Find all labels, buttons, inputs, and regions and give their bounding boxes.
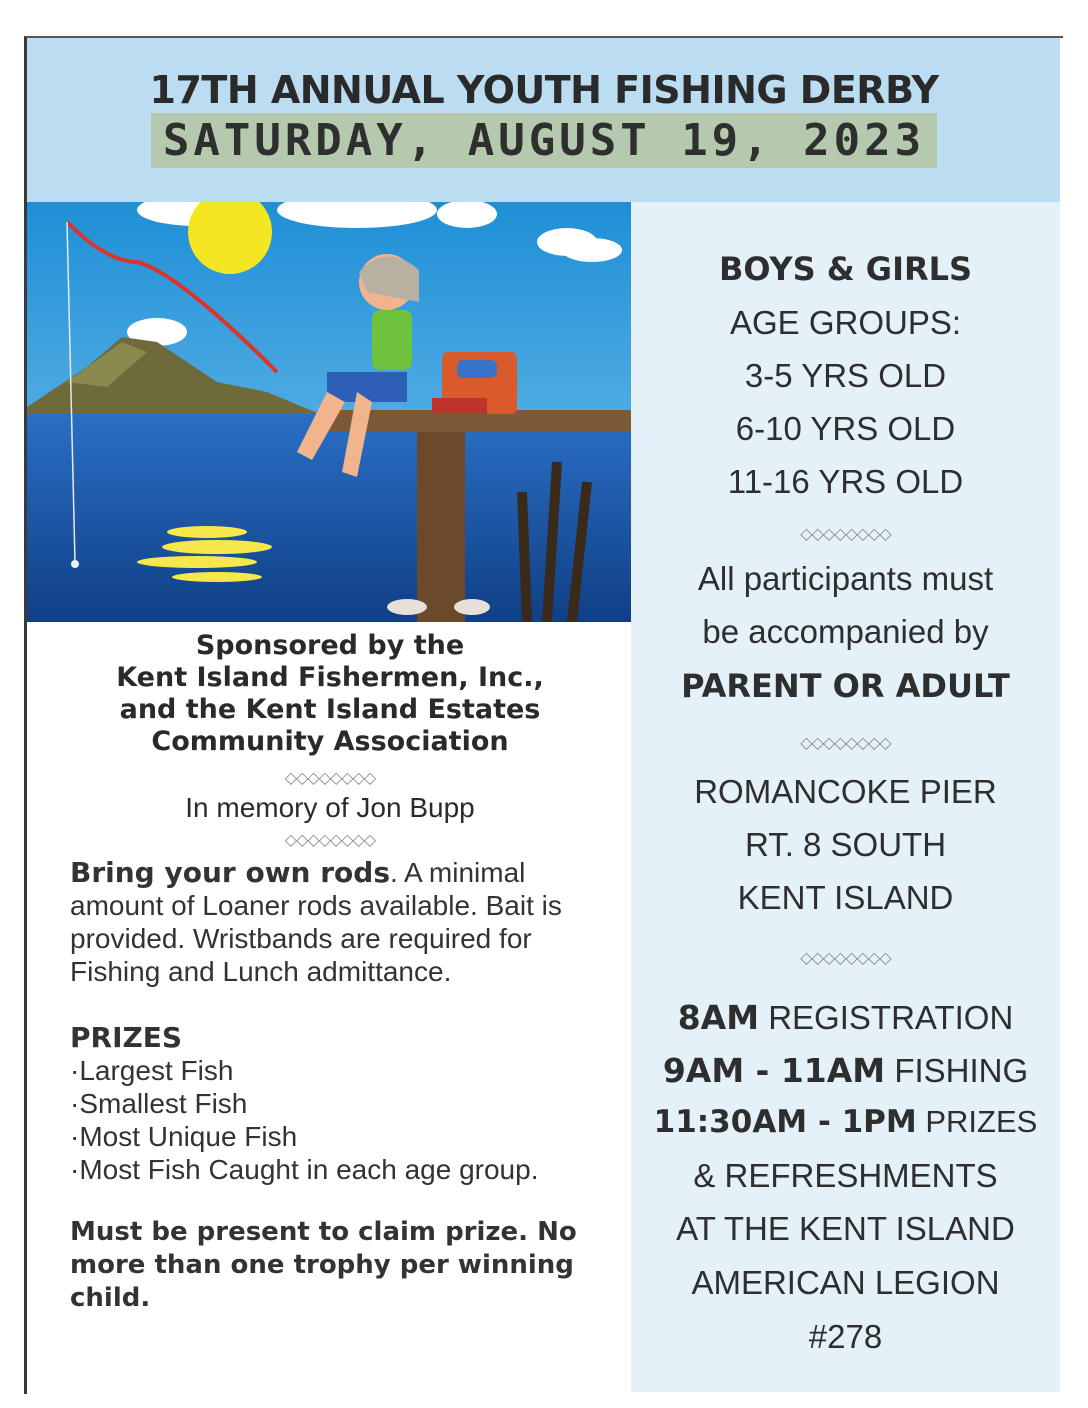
schedule-time: 8AM <box>677 998 760 1037</box>
ornament-divider: ◇◇◇◇◇◇◇◇ <box>284 770 376 787</box>
sponsor-block <box>50 630 610 758</box>
prize-item: ·Largest Fish <box>70 1055 234 1086</box>
event-date: SATURDAY, AUGUST 19, 2023 <box>151 113 937 168</box>
prize-item: ·Most Fish Caught in each age group. <box>70 1154 539 1185</box>
location-line: ROMANCOKE PIER <box>694 773 997 810</box>
schedule-event: PRIZES <box>916 1104 1038 1139</box>
audience-label: BOYS & GIRLS <box>718 250 973 288</box>
prize-item: ·Most Unique Fish <box>70 1121 298 1152</box>
sponsor-line: Sponsored by the <box>195 630 465 661</box>
rods-bold: Bring your own rods <box>70 856 390 889</box>
rods-paragraph <box>70 856 625 988</box>
fishing-illustration <box>27 202 631 622</box>
claim-notice: Must be present to claim prize. No more than one trophy per winning child. <box>70 1217 577 1313</box>
schedule-event: FISHING <box>885 1052 1029 1089</box>
age-group-item: 3-5 YRS OLD <box>744 357 947 394</box>
schedule-cont: AMERICAN LEGION <box>691 1264 1000 1301</box>
schedule-time: 11:30AM - 1PM <box>653 1104 917 1140</box>
schedule-time: 9AM - 11AM <box>662 1051 886 1090</box>
schedule-cont: & REFRESHMENTS <box>693 1157 998 1194</box>
participants-line: be accompanied by <box>702 613 989 650</box>
ornament-divider: ◇◇◇◇◇◇◇◇ <box>284 832 376 849</box>
location-line: KENT ISLAND <box>737 879 954 916</box>
parent-or-adult: PARENT OR ADULT <box>681 667 1010 705</box>
sponsor-line: Community Association <box>151 726 509 757</box>
age-groups-label: AGE GROUPS: <box>729 304 962 341</box>
ornament-divider: ◇◇◇◇◇◇◇◇ <box>800 526 891 543</box>
ornament-divider: ◇◇◇◇◇◇◇◇ <box>800 735 891 752</box>
schedule-cont: AT THE KENT ISLAND <box>676 1210 1015 1247</box>
schedule-cont: #278 <box>808 1318 883 1355</box>
prizes-title: PRIZES <box>70 1021 183 1054</box>
memorial-text: In memory of Jon Bupp <box>185 792 475 823</box>
schedule-item <box>631 998 1060 1037</box>
age-group-item: 6-10 YRS OLD <box>735 410 956 447</box>
schedule-item <box>631 1051 1060 1090</box>
participants-line: All participants must <box>697 560 994 597</box>
prize-item: ·Smallest Fish <box>70 1088 248 1119</box>
ornament-divider: ◇◇◇◇◇◇◇◇ <box>800 950 891 967</box>
schedule-event: REGISTRATION <box>759 999 1014 1036</box>
location-line: RT. 8 SOUTH <box>744 826 947 863</box>
sponsor-line: Kent Island Fishermen, Inc., <box>116 662 544 693</box>
event-title: 17TH ANNUAL YOUTH FISHING DERBY <box>149 68 939 112</box>
sponsor-line: and the Kent Island Estates <box>119 694 541 725</box>
rods-text: . A minimal amount of Loaner rods available. Bait is provided. Wristbands are required for Fishing and Lunch admittance. <box>70 857 562 987</box>
left-info <box>70 630 625 1315</box>
age-group-item: 11-16 YRS OLD <box>727 463 964 500</box>
schedule-item <box>631 1104 1060 1140</box>
